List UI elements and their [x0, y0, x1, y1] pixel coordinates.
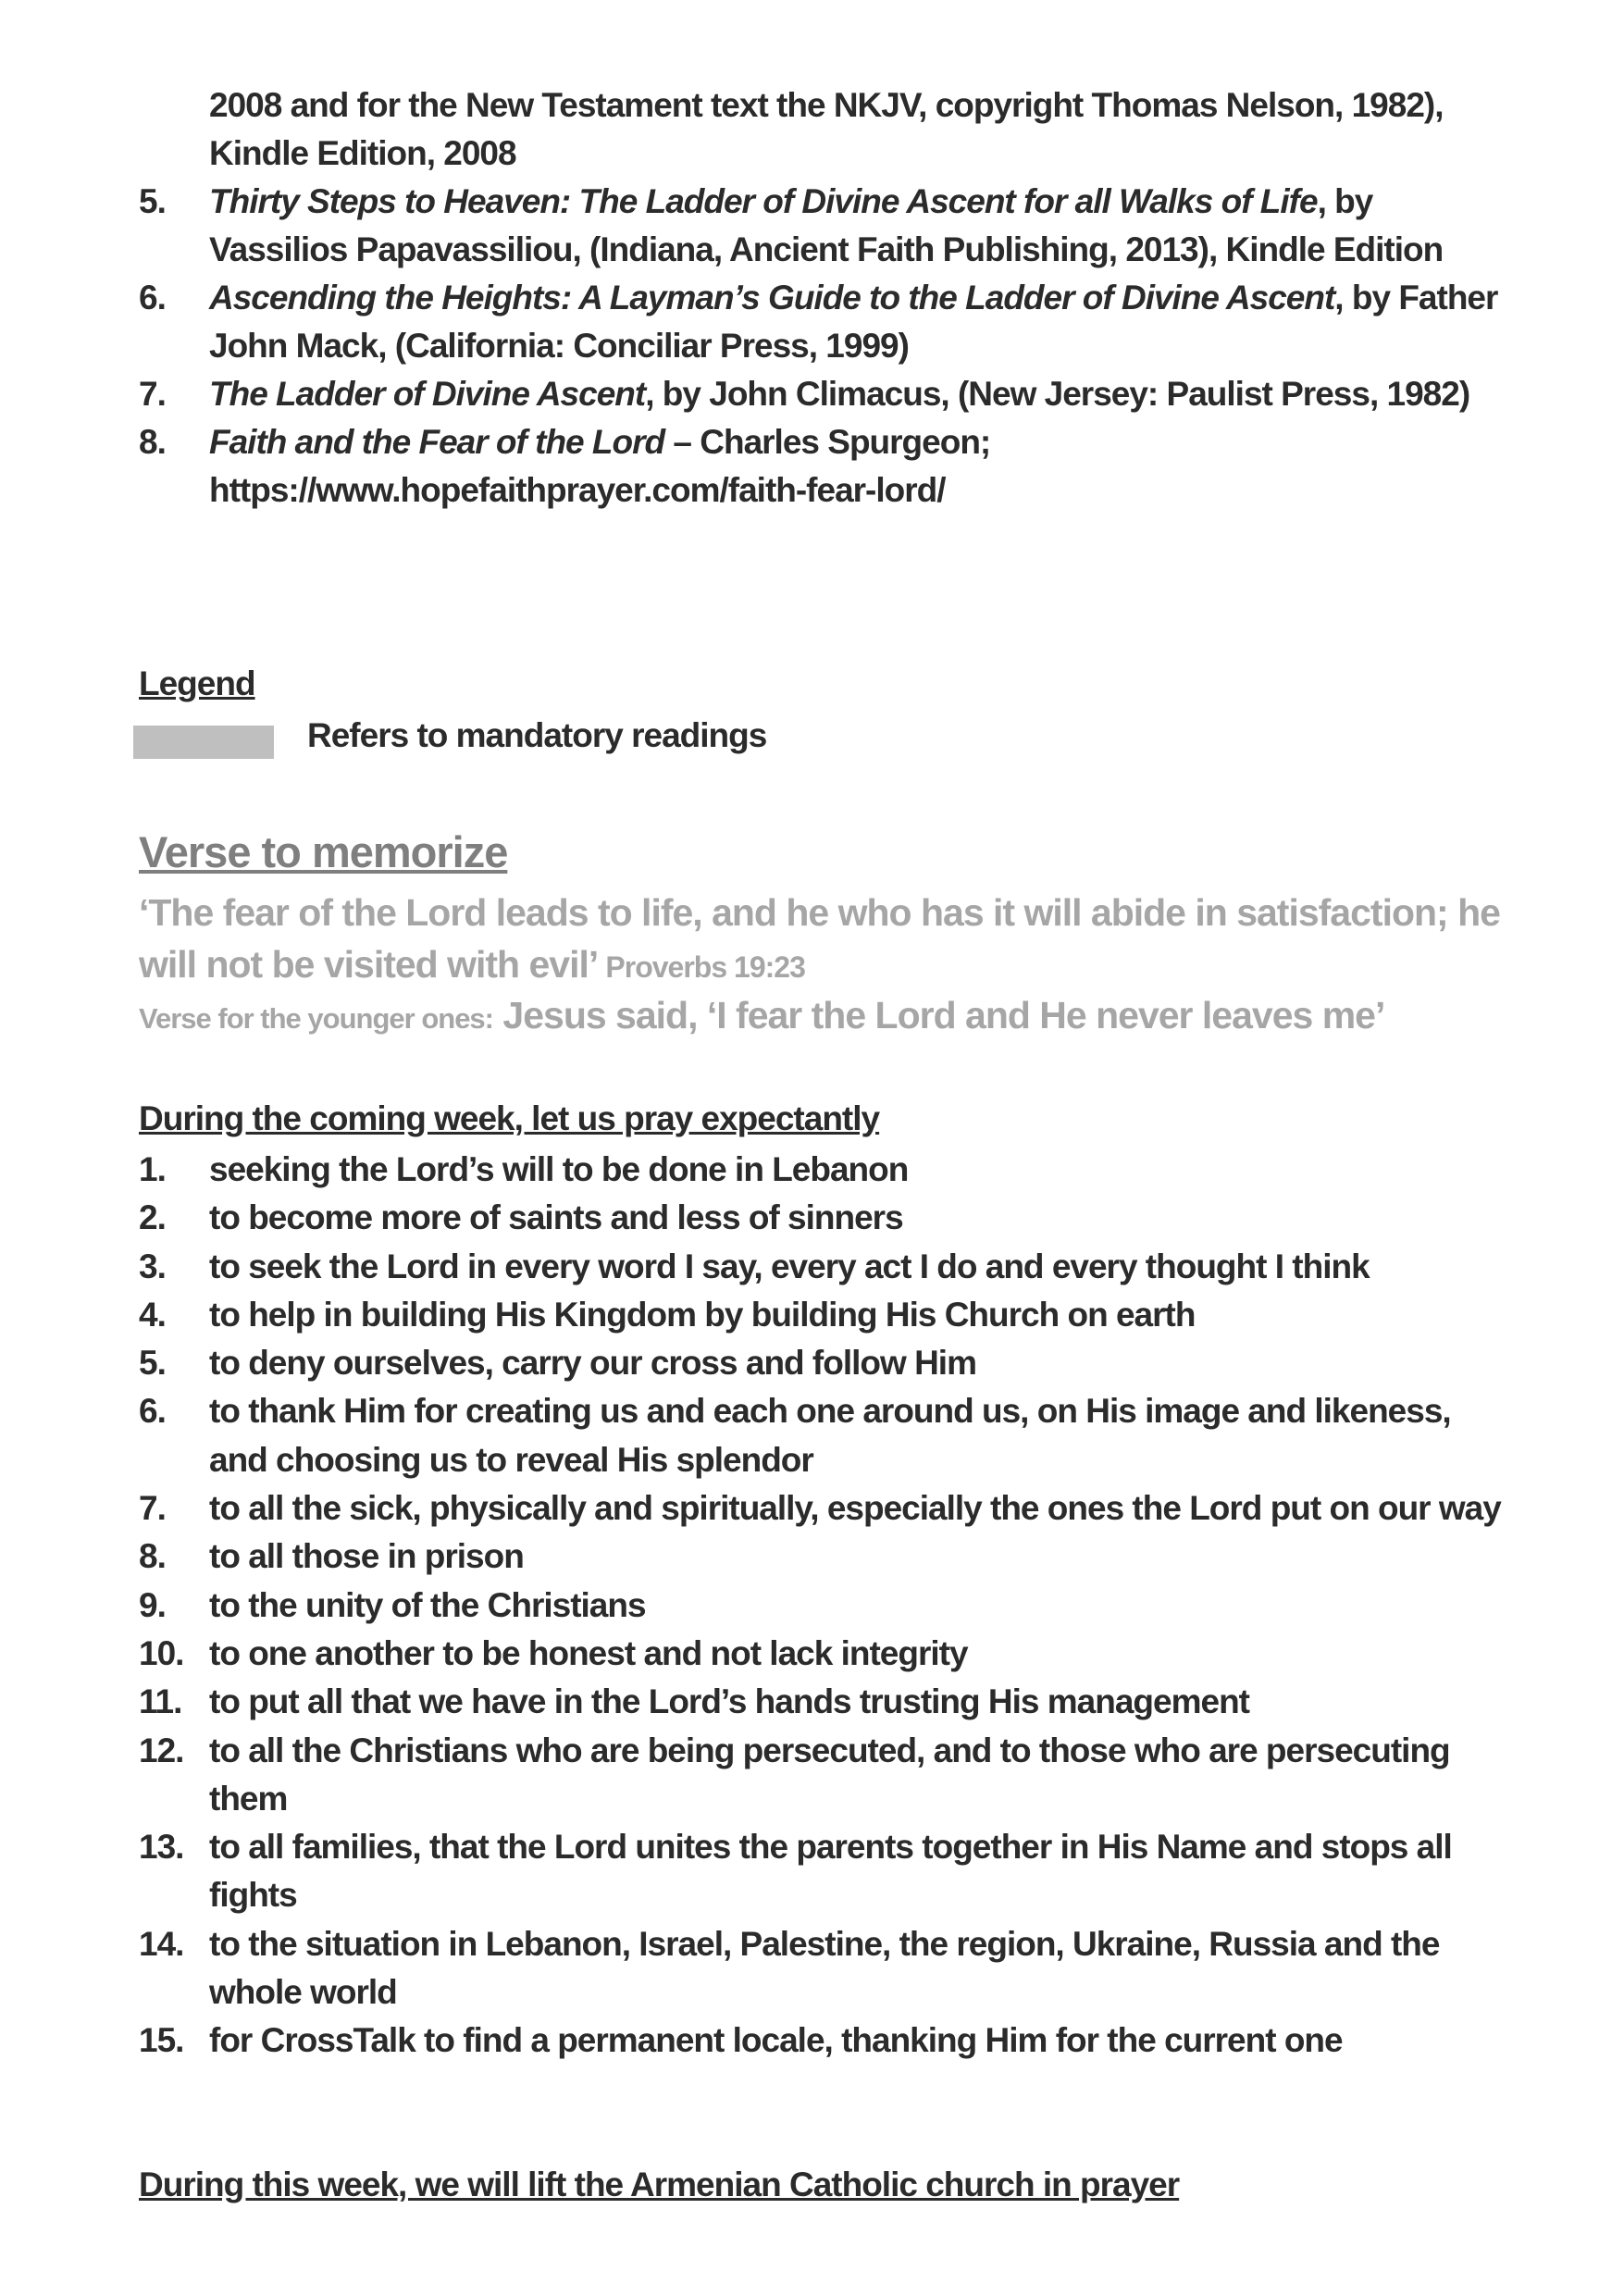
prayer-text: to become more of saints and less of sinners [209, 1198, 903, 1237]
reference-title: The Ladder of Divine Ascent [209, 375, 646, 413]
prayer-item [139, 1630, 1508, 1678]
prayer-number: 8. [139, 1537, 166, 1576]
prayer-number: 5. [139, 1344, 166, 1383]
reference-number: 8. [139, 423, 166, 461]
prayer-text: to put all that we have in the Lord’s hands trusting His management [209, 1682, 1249, 1721]
prayer-number: 3. [139, 1247, 166, 1285]
prayer-item [139, 1920, 1508, 2017]
reference-title: Faith and the Fear of the Lord [209, 423, 665, 461]
prayer-text: for CrossTalk to find a permanent locale, thanking Him for the current one [209, 2021, 1343, 2060]
reference-list [139, 81, 1508, 515]
reference-item [139, 274, 1508, 370]
prayer-heading: During the coming week, let us pray expectantly [139, 1099, 880, 1137]
prayer-item [139, 1339, 1508, 1387]
legend-title: Legend [139, 664, 255, 702]
prayer-item [139, 1727, 1508, 1824]
prayer-text: to all the sick, physically and spiritually, especially the ones the Lord put on our way [209, 1489, 1501, 1528]
verse-reference: Proverbs 19:23 [605, 950, 805, 984]
reference-item [139, 418, 1508, 515]
reference-number: 6. [139, 279, 166, 316]
prayer-number: 1. [139, 1150, 166, 1188]
prayer-item [139, 1484, 1508, 1533]
reference-details: , by Vassilios Papavassiliou, (Indiana, Ancient Faith Publishing, 2013), Kindle Edition [209, 182, 1444, 268]
prayer-text: to thank Him for creating us and each one around us, on His image and likeness, and choosing us to reveal His splendor [209, 1392, 1451, 1479]
prayer-number: 12. [139, 1731, 184, 1769]
prayer-item [139, 1387, 1508, 1484]
verse-text [139, 887, 1527, 993]
prayer-item [139, 1823, 1508, 1920]
prayer-text: seeking the Lord’s will to be done in Lebanon [209, 1150, 909, 1188]
reference-continuation: 2008 and for the New Testament text the NKJV, copyright Thomas Nelson, 1982), Kindle Edition, 2008 [209, 86, 1444, 172]
reference-item [139, 178, 1508, 274]
prayer-item [139, 1533, 1508, 1581]
prayer-item [139, 1243, 1508, 1291]
prayer-text: to the situation in Lebanon, Israel, Palestine, the region, Ukraine, Russia and the whole world [209, 1924, 1440, 2012]
prayer-number: 10. [139, 1633, 184, 1672]
prayer-text: to seek the Lord in every word I say, every act I do and every thought I think [209, 1247, 1370, 1285]
legend-text: Refers to mandatory readings [307, 716, 767, 754]
legend-swatch [133, 726, 274, 759]
prayer-item [139, 1291, 1508, 1339]
reference-item [139, 370, 1508, 418]
prayer-text: to all the Christians who are being persecuted, and to those who are persecuting them [209, 1731, 1450, 1818]
reference-details: , by John Climacus, (New Jersey: Paulist Press, 1982) [645, 375, 1470, 413]
prayer-number: 11. [139, 1682, 182, 1721]
reference-title: Ascending the Heights: A Layman’s Guide to the Ladder of Divine Ascent [209, 279, 1335, 316]
younger-verse-text: Jesus said, ‘I fear the Lord and He never leaves me’ [502, 994, 1385, 1036]
prayer-item [139, 1678, 1508, 1726]
prayer-item [139, 1582, 1508, 1630]
prayer-item [139, 1194, 1508, 1242]
prayer-text: to deny ourselves, carry our cross and follow Him [209, 1344, 976, 1383]
younger-verse [139, 994, 1384, 1037]
prayer-number: 15. [139, 2021, 184, 2060]
prayer-number: 9. [139, 1585, 166, 1624]
reference-details: , by Father John Mack, (California: Conciliar Press, 1999) [209, 279, 1498, 365]
prayer-number: 4. [139, 1295, 166, 1334]
reference-number: 5. [139, 182, 166, 220]
verse-heading: Verse to memorize [139, 827, 508, 876]
younger-verse-label: Verse for the younger ones: [139, 1002, 493, 1035]
reference-details: – Charles Spurgeon; https://www.hopefaithprayer.com/faith-fear-lord/ [209, 423, 991, 509]
reference-title: Thirty Steps to Heaven: The Ladder of Divine Ascent for all Walks of Life [209, 182, 1318, 220]
prayer-number: 6. [139, 1392, 166, 1431]
prayer-item [139, 2017, 1508, 2065]
verse-quote: ‘The fear of the Lord leads to life, and he who has it will abide in satisfaction; he will not be visited with evil’ [139, 891, 1500, 986]
prayer-item [139, 1146, 1508, 1194]
reference-number: 7. [139, 375, 166, 413]
prayer-text: to all those in prison [209, 1537, 524, 1576]
prayer-text: to one another to be honest and not lack integrity [209, 1633, 968, 1672]
prayer-number: 14. [139, 1924, 184, 1963]
prayer-list [139, 1146, 1508, 2066]
prayer-number: 13. [139, 1828, 184, 1867]
prayer-number: 2. [139, 1198, 166, 1237]
prayer-text: to all families, that the Lord unites the parents together in His Name and stops all fights [209, 1828, 1452, 1915]
church-prayer-note: During this week, we will lift the Armenian Catholic church in prayer [139, 2166, 1180, 2203]
prayer-text: to the unity of the Christians [209, 1585, 646, 1624]
prayer-number: 7. [139, 1489, 166, 1528]
prayer-text: to help in building His Kingdom by building His Church on earth [209, 1295, 1196, 1334]
